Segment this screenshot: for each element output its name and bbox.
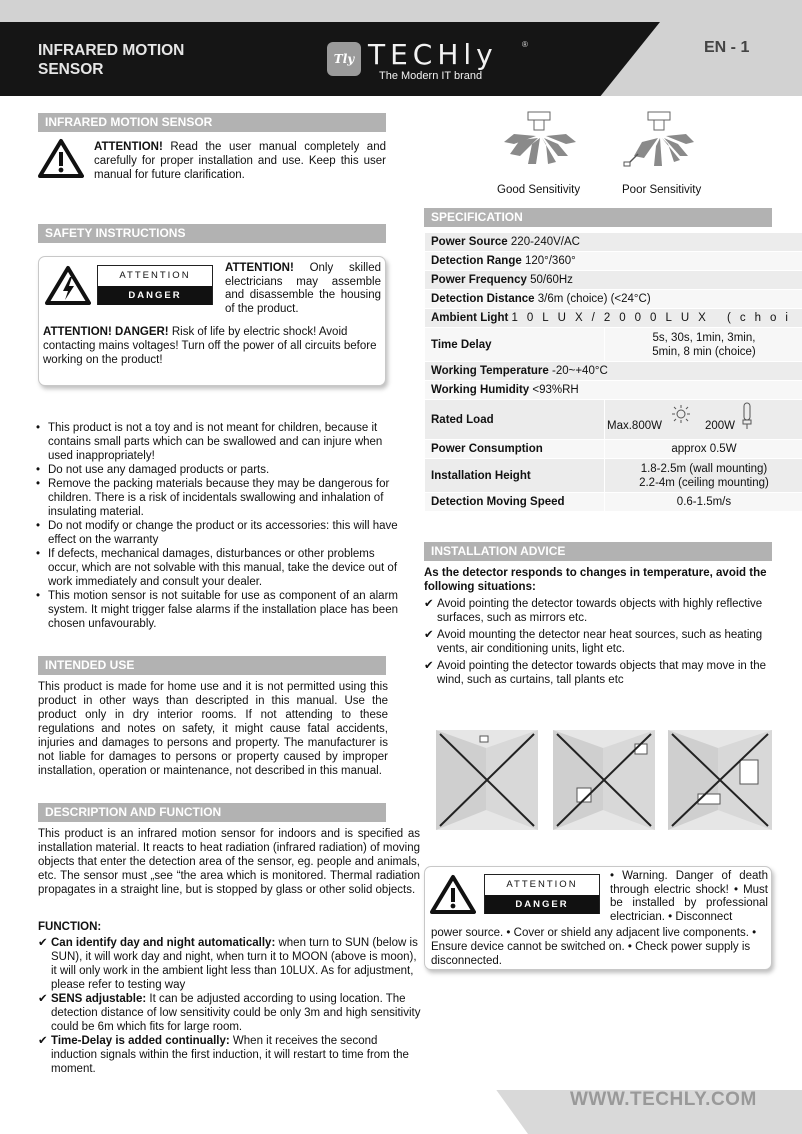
installation-list: [424, 597, 780, 687]
table-row: Power Source 220-240V/AC: [425, 233, 802, 252]
check-mark-icon: ✔: [424, 660, 434, 672]
registered-mark: ®: [522, 40, 528, 49]
list-item: • Remove the packing materials because they may be dangerous for children. There is a risk of incidentals swallowing and inhalation of insulating material.: [38, 477, 398, 519]
warning-side-text: • Warning. Danger of death through electric shock! • Must be installed by professional electrician. • Disconnect: [610, 870, 768, 923]
table-row: Rated Load Max.800W 200W: [425, 400, 802, 440]
table-row: Working Temperature -20~+40°C: [425, 362, 802, 381]
check-mark-icon: ✔: [424, 629, 434, 641]
list-item: • This motion sensor is not suitable for use as component of an alarm system. It might trigger false alarms if the installation place has been chosen unfavourably.: [38, 589, 398, 631]
check-mark-icon: ✔: [38, 1035, 48, 1047]
section-title-intended-use: INTENDED USE: [38, 656, 386, 675]
check-mark-icon: ✔: [38, 993, 48, 1005]
list-item: • Do not use any damaged products or parts.: [38, 463, 398, 477]
table-row: Working Humidity <93%RH: [425, 381, 802, 400]
warning-triangle-icon: [38, 138, 84, 178]
warning-bottom-text: power source. • Cover or shield any adjacent live components. • Ensure device cannot be switched on. • Check power supply is disconnected.: [431, 927, 757, 967]
list-item: • Do not modify or change the product or its accessories: this will have effect on the warranty: [38, 519, 398, 547]
intended-use-text: This product is made for home use and it is not permitted using this product in other ways than descripted in this manual. Use the product only in dry interior rooms. If not attending to these regulations and notes on safety, it might cause fatal accidents, injuries and damages to persons and property. The manufacturer is not liable for damages to persons or property caused by improper installation, operation or maintenance, not described in this manual.: [38, 681, 388, 777]
table-row: Detection Moving Speed 0.6-1.5m/s: [425, 493, 802, 512]
specification-table: [424, 232, 802, 512]
warning-triangle-icon: [430, 874, 476, 914]
list-item: ✔ SENS adjustable: It can be adjusted according to using location. The detection distance of low sensitivity could be only 3m and high sensitivity could be 6m which fits for large room.: [38, 993, 421, 1033]
list-item: • This product is not a toy and is not meant for children, because it contains small parts which can be swallowed and can injure when used inappropriately!: [38, 421, 398, 463]
list-item: ✔ Can identify day and night automatically: when turn to SUN (below is SUN), it will work day and night, when turn it to MOON (above is moon), it will only work in the ambient light less than 10LUX. As for adjustment, please refer to testing way: [38, 937, 418, 991]
table-row: Time Delay 5s, 30s, 1min, 3min, 5min, 8 min (choice): [425, 328, 802, 362]
title-line-2: SENSOR: [38, 61, 104, 78]
installation-intro: As the detector responds to changes in temperature, avoid the following situations:: [424, 567, 767, 593]
brand-tagline: The Modern IT brand: [379, 70, 483, 82]
function-title: FUNCTION:: [38, 921, 102, 933]
brand-logo-word: TECHly: [368, 38, 498, 71]
section-title-safety: SAFETY INSTRUCTIONS: [38, 224, 386, 243]
table-row: Detection Range 120°/360°: [425, 252, 802, 271]
section-title-intro: INFRARED MOTION SENSOR: [38, 113, 386, 132]
avoid-reflective-surface-illustration: [436, 730, 538, 830]
footer-cutout: [0, 1090, 528, 1134]
list-item: ✔ Avoid pointing the detector towards objects that may move in the wind, such as curtains, tall plants etc: [424, 660, 767, 686]
table-row: Ambient Light 10LUX/2000LUX (choi: [425, 309, 802, 328]
section-title-description: DESCRIPTION AND FUNCTION: [38, 803, 386, 822]
function-list: [38, 936, 423, 1076]
brand-logo-mark: Tly: [327, 42, 361, 76]
good-sensitivity-illustration: [500, 110, 580, 182]
page-label: EN - 1: [704, 39, 750, 56]
table-row: Power Frequency 50/60Hz: [425, 271, 802, 290]
avoid-heat-source-illustration: [553, 730, 655, 830]
section-title-installation: INSTALLATION ADVICE: [424, 542, 772, 561]
poor-sensitivity-label: Poor Sensitivity: [622, 184, 702, 196]
fluorescent-lamp-icon: [741, 402, 753, 430]
safety-bullet-list: [38, 421, 398, 631]
electric-hazard-icon: [45, 265, 91, 305]
list-item: • If defects, mechanical damages, disturbances or other problems occur, which are not solvable with this manual, take the device out of work immediately and consult your dealer.: [38, 547, 398, 589]
table-row: Installation Height 1.8-2.5m (wall mounting) 2.2-4m (ceiling mounting): [425, 459, 802, 493]
list-item: ✔ Time-Delay is added continually: When it receives the second induction signals within the first induction, it will restart to time from the moment.: [38, 1035, 409, 1075]
danger-label: DANGER: [98, 286, 212, 305]
danger-label: DANGER: [485, 895, 599, 914]
poor-sensitivity-illustration: [616, 110, 696, 182]
good-sensitivity-label: Good Sensitivity: [497, 184, 581, 196]
safety-side-text: ATTENTION! Only skilled electricians may assemble and disassemble the housing of the product.: [225, 262, 381, 315]
description-text: This product is an infrared motion sensor for indoors and is specified as installation material. It reacts to heat radiation (infrared radiation) of moving objects that enter the detection area of the sensor, eg. people and animals, etc. The sensor must „see “the area which is monitored. Thermal radiation propagates in a straight line, but is stopped by glass or other solid objects.: [38, 828, 420, 896]
attention-danger-label: [484, 874, 600, 914]
list-item: ✔ Avoid mounting the detector near heat sources, such as heating vents, air conditioning units, light etc.: [424, 629, 763, 655]
safety-danger-text: ATTENTION! DANGER! Risk of life by electric shock! Avoid contacting mains voltages! Turn off the power of all circuits before working on the product!: [43, 326, 377, 366]
check-mark-icon: ✔: [424, 598, 434, 610]
section-title-specification: SPECIFICATION: [424, 208, 772, 227]
check-mark-icon: ✔: [38, 937, 48, 949]
attention-label: ATTENTION: [98, 266, 212, 286]
table-row: Power Consumption approx 0.5W: [425, 440, 802, 459]
attention-danger-label: [97, 265, 213, 305]
intro-attention-text: ATTENTION! Read the user manual completely and carefully for proper installation and use. Keep this user manual for future clarification.: [94, 141, 386, 181]
avoid-moving-objects-illustration: [668, 730, 772, 830]
table-row: Detection Distance 3/6m (choice) (<24°C): [425, 290, 802, 309]
footer-website: WWW.TECHLY.COM: [570, 1089, 757, 1110]
attention-label: ATTENTION: [485, 875, 599, 895]
title-line-1: INFRARED MOTION: [38, 42, 185, 59]
list-item: ✔ Avoid pointing the detector towards objects with highly reflective surfaces, such as mirrors etc.: [424, 598, 763, 624]
document-title: [38, 41, 238, 79]
incandescent-bulb-icon: [671, 404, 691, 424]
